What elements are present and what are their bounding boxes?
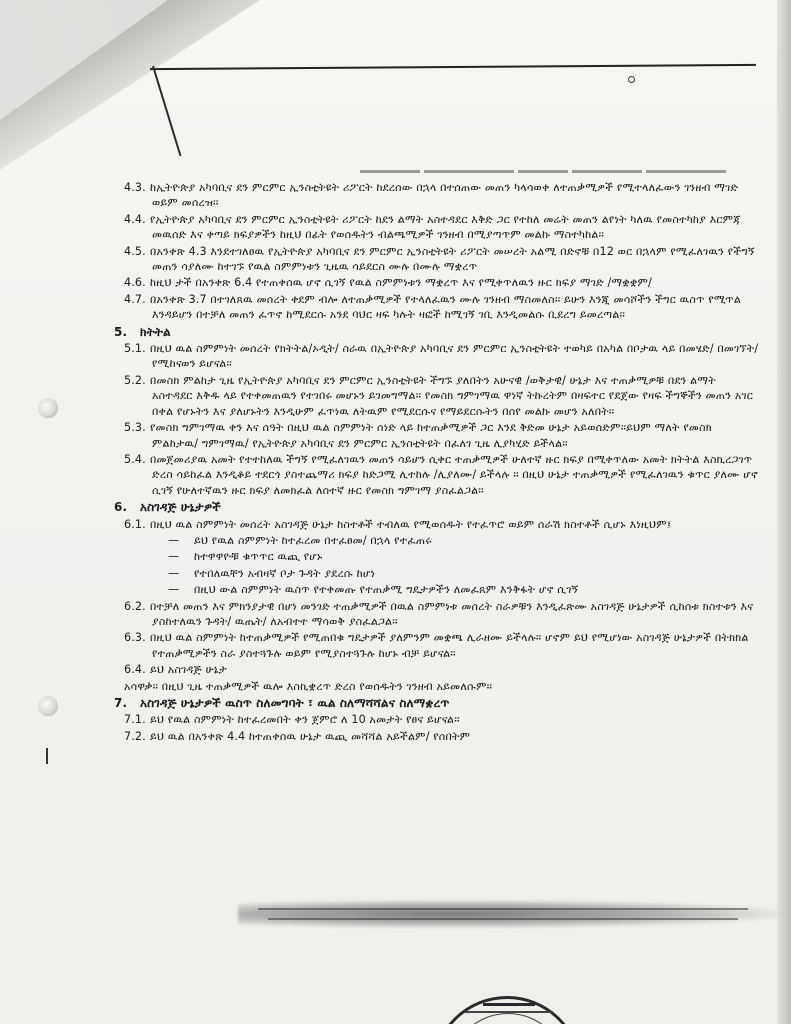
stamp-lettering (465, 1011, 553, 1013)
paragraph-text: በመጀመሪያዉ አመት የተተከለዉ ችግኝ የሚፈለገዉን መጠን ሳይሆን ሲቀር ተጠቃሚዎች ሁለተኛ ዙር ክፍያ በሚቀጥለው አመት ክትትል እስኪረጋገጥ ድረስ ሳይከፈል እንዲቆይ ተደርጎ ያስተጨማሪ ክፍያ ከድጋሚ ሊተከሉ /ሊያለሙ/ ይችላሉ ፡፡ በዚህ ሁኔታ ተጠቃሚዎች የሚፈለገዉን ቁጥር ያለሙ ሆኖ ሲገኝ የሁለተኛዉን ዙር ክፍያ ለመክፈል ለሰተኛ ዙር የመስክ ግምገማ ያስፈልጋል፡፡ (150, 452, 759, 497)
paragraph-number: 5.4. (124, 452, 146, 466)
paragraph-number: 7.1. (124, 713, 146, 727)
paragraph (110, 275, 760, 290)
paragraph-number: 7.2. (124, 729, 146, 743)
paragraph (110, 292, 760, 323)
paragraph-number: — (168, 583, 180, 597)
document-body (110, 180, 760, 745)
paragraph-number: — (168, 566, 180, 580)
bullet-item (110, 582, 760, 597)
paragraph-number: 6.3. (124, 631, 146, 645)
paragraph-number: 6. (114, 500, 128, 515)
paragraph (110, 373, 760, 419)
paragraph (110, 420, 760, 451)
paragraph-number: 4.6. (124, 276, 146, 290)
paragraph (110, 712, 760, 727)
paragraph (110, 180, 760, 211)
paragraph-text: የኢትዮጵያ አካባቢና ደን ምርምር ኢንስቲትዩት ሪፖርት ከደን ልማት አስተዳደር እቅድ ጋር የተከለ መሬት መጠን ልየነት ካለዉ የመስተካከያ እርምጃ መዉሰድ እና ቀጣይ ክፍያዎችን ከዚህ በፊት የወሰዱትን ብልጫሚዎች ገንዘብ በሚያጣጥም መልኩ ማስተካከል፡፡ (150, 212, 741, 242)
paragraph-text: አሳዋቃ፡፡ በዚህ ጊዜ ተጠቃሚዎች ዉሎ እስኪቋረጥ ድረስ የወሰዱትን ገንዘብ አይመለሱም፡፡ (124, 679, 493, 693)
margin-mark (46, 748, 48, 764)
paragraph (110, 729, 760, 744)
paragraph-number: 6.1. (124, 517, 146, 531)
running-header (360, 161, 740, 169)
paragraph-text: በመስክ ምልከታ ጊዜ የኢትዮጵያ አካባቢና ደን ምርምር ኢንስቲትዩት ችግኙ ያለበትን አሁናዊ /ወቅታዊ/ ሁኔታ እና ተጠቃሚዎቹ በደን ልማት አስተዳደር እቅዱ ላይ የተቀመጠዉን የተገበሩ መሆኑን ይገመግማል፡፡ የመስክ ግምገማዉ ዋነኛ ትኩረትም በዛፍተር የደጀው የዛፍ ችግኞችን መጠን አገር በቀል የሆኑትን እና ያለሆኑትን እንዲሁም ፈጥነዉ ለትዉም የሚደርሱና የማይደርሱትን በሰየ መልኩ መሆን አለበት፡፡ (150, 373, 754, 418)
punch-hole (38, 398, 58, 418)
paragraph-text: ክትትል (140, 324, 171, 339)
paragraph (110, 452, 760, 498)
paragraph-text: አስገዳጅ ሁኔታዎች (140, 500, 221, 515)
scan-smudge (238, 900, 778, 928)
stamp-inner-ring (449, 1013, 567, 1024)
top-rule (150, 64, 756, 70)
paragraph-text: በአንቀጽ 3.7 በተገለጸዉ መሰረት ቀደም ብሎ ለተጠቃሚዎች የተላለፈዉን ሙሉ ገንዘብ ማስመለስ፡፡ ይሁን እንጂ መሳሾችን ችግር ዉስጥ የሚጥል እንዳይሆን በተቻለ መጠን ፈጥኖ ከሚደርሱ አንደ ባህር ዛፍ ካሉት ዛፎች ከሚገኝ ገቢ እንዲመልሱ ቢደረግ ይመረጣል፡፡ (150, 292, 742, 322)
paragraph-number: 6.4. (124, 663, 146, 677)
paragraph-text: በዚህ ውል ስምምነት ዉስጥ የተቀመጡ የተጠቃሚ ግዴታዎችን ለመፈጸም እንቅፋት ሆኖ ሲገኝ (194, 583, 579, 597)
paragraph-number: 4.4. (124, 212, 146, 226)
ink-dot (628, 76, 635, 83)
smudged-text-line (258, 908, 748, 910)
paragraph-text: በዚህ ዉል ስምምነት መሰረት የክትትል/ኦዲት/ ስራዉ በኢትዮጵያ አካባቢና ደን ምርምር ኢንስቲትዩት ተወካይ በአካል በቦታዉ ላይ በመሄድ/ በመገኘት/ የሚከናወን ይሆናል፡፡ (150, 342, 759, 371)
paragraph (110, 341, 760, 372)
paragraph-number: 4.3. (124, 181, 146, 194)
paragraph-text: የመስክ ግምገማዉ ቀን እና ሰዓት በዚህ ዉል ስምምነት ሰነድ ላይ ከተጠቃሚዎች ጋር እንደ ቅድመ ሁኔታ አይወሰድም፡፡ይህም ማለት የመስክ ምልከታዉ/ ግምገማዉ/ የኢትዮጵያ አካባቢና ደን ምርምር ኢንስቲትዩት በፈለገ ጊዜ ሊያካሂድ ይችላል፡፡ (150, 421, 712, 450)
section-heading (110, 696, 760, 711)
stamp-lettering (483, 1003, 535, 1006)
paragraph-number: 5.2. (124, 373, 146, 387)
paragraph (110, 517, 760, 532)
paragraph-text: ይህ የዉል ስምምነት ከተፈረመበት ቀን ጀምሮ ለ 10 አመታት የፀና ይሆናል፡፡ (150, 713, 460, 727)
bullet-item (110, 566, 760, 581)
paragraph-text: የተበለዉቸን አብዛኛ ቦታ ጉዳት ያደረሱ ከሆነ (194, 566, 376, 580)
paragraph-number: 5.3. (124, 421, 146, 435)
paragraph-number: 7. (114, 696, 128, 710)
paragraph-text: ከተዋዋዮቹ ቁጥጥር ዉጪ የሆኑ (194, 550, 323, 564)
paragraph-text: ይህ አስገዳጅ ሁኔታ (150, 663, 227, 677)
paragraph-number: 4.5. (124, 244, 146, 258)
paragraph-number: 4.7. (124, 292, 146, 306)
paragraph-number: — (168, 550, 180, 564)
paragraph (110, 212, 760, 243)
paragraph-number: 5. (114, 324, 128, 339)
paragraph-number: 5.1. (124, 342, 146, 356)
paragraph-text: በዚህ ዉል ስምምነት መሰረት አስገዳጅ ሁኔታ ከስተቶች ተብለዉ የሚወሰዱት የተፈጥሮ ወይም ሰራሽ ክስተቶች ሲሆኑ እነዚህም፤ (150, 517, 672, 531)
paragraph (110, 244, 760, 275)
paragraph-number: 6.2. (124, 599, 146, 613)
bullet-item (110, 549, 760, 564)
official-stamp (432, 996, 582, 1024)
paragraph-text: ከዚህ ታች በአንቀጽ 6.4 የተጠቀሰዉ ሆኖ ሲገኝ የዉል ስምምነቱን ማቋረጥ እና የሚቀጥለዉን ዙር ክፍያ ማገድ /ማቋቋም/ (150, 276, 652, 290)
section-heading (110, 325, 760, 340)
page-edge (777, 0, 791, 1024)
paragraph-text: ከኢትዮጵያ አካባቢና ደን ምርምር ኢንስቲትዩት ሪፖርት ከደረሰው በኋላ በተሰጠው መጠን ካላሳወቀ ለተጠቃሚዎች የሚተላለፈውን ገንዘብ ማገድ ወይም መሰረዝ፡፡ (150, 181, 739, 210)
paragraph (110, 599, 760, 630)
paragraph-text: በተቻለ መጠን እና ምክንያታዊ በሆነ መንገድ ተጠቃሚዎች በዉል ስምምነቱ መሰረት ስራዎቹን እንዲፈጽሙ አስገዳጅ ሁኔታዎች ሲከሰቱ ክስተቱን እና ያስከተለዉን ጉዳት/ ዉጤት/ ለአብተተ ማሳወቅ ያስፈልጋል፡፡ (150, 599, 754, 628)
punch-hole (38, 696, 58, 716)
paragraph-text: ይህ ዉል በአንቀጽ 4.4 ከተጠቀሰዉ ሁኔታ ዉጪ መሻሻል አይችልም/ የሰበትም (150, 729, 471, 743)
paragraph (110, 679, 760, 694)
paragraph-text: ይህ የዉል ስምምነት ከተፈረመ በተፈፀመ/ በኋላ የተፈጠሩ (194, 533, 432, 547)
paragraph-number: — (168, 533, 180, 547)
smudged-text-line (268, 918, 738, 920)
paragraph-text: በአንቀጽ 4.3 እንደተገለፀዉ የኢትዮጵያ አካባቢና ደን ምርምር ኢንስቲትዩት ሪፖርት መሠረት አልሚ በድኖቹ በ12 ወር በኋላም የሚፈለገዉን የችግኝ መጠን ሳያለሙ ከተገኙ የዉል ስምምነቱን ጊዜዉ ሳይደርስ ሙሉ በሙሉ ማቋረጥ (150, 244, 755, 274)
section-heading (110, 500, 760, 515)
margin-line (152, 66, 181, 156)
paragraph (110, 630, 760, 661)
bullet-item (110, 533, 760, 548)
paragraph-text: በዚህ ዉል ስምምነት ከተጠቃሚዎች የሚጠበቁ ግዴታዎች ያለምንም መቋጫ ሊራዘሙ ይችላሉ፡፡ ሆኖም ይህ የሚሆነው አስገዳጅ ሁኔታዎች በትክክል የተጠቃሚዎችን ስራ ያስተጓጉሉ ወይም የሚያስተጓጉሉ ከሆኑ ብቻ ይሆናል፡፡ (150, 631, 749, 660)
paragraph-text: አስገዳጅ ሁኔታዎች ዉስጥ ስለመግባት ፣ ዉል ስለማሻሻልና ስለማቋረጥ (140, 696, 450, 710)
paragraph (110, 662, 760, 677)
